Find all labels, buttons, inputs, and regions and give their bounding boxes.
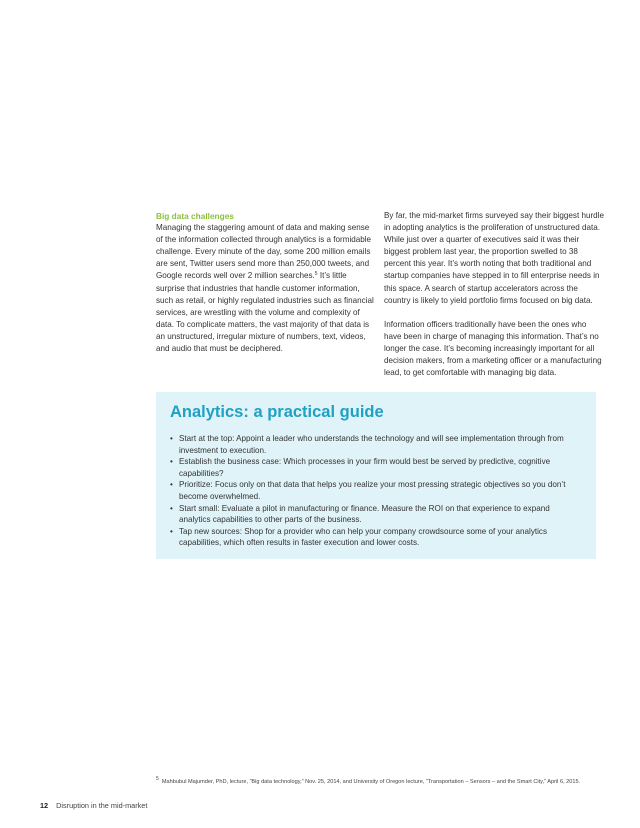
guide-list: [170, 433, 582, 549]
page-number: 12: [40, 801, 49, 810]
left-paragraph-part-2: It’s little surprise that industries that handle customer information, such as retail, or highly regulated industries such as financial services, are wrestling with the volume and complexity of data. To complicate matters, the vast majority of that data is an unstructured, irregular mixture of numbers, text, videos, and audio that must be deciphered.: [156, 271, 374, 354]
section-heading: Big data challenges: [156, 211, 234, 221]
right-paragraph-2: Information officers traditionally have been the ones who have been in charge of managing this information. That’s no longer the case. It’s becoming increasingly important for all decision makers, from a marketing officer or a manufacturing lead, to get comfortable with managing big data.: [384, 319, 602, 378]
guide-item-text: Start small: Evaluate a pilot in manufacturing or finance. Measure the ROI on that experience to expand analytics capabilities to other parts of the business.: [179, 503, 550, 525]
right-paragraph-1: By far, the mid-market firms surveyed say their biggest hurdle in adopting analytics is the proliferation of unstructured data. While just over a quarter of executives said it was their biggest problem last year, the proportion swelled to 38 percent this year. It’s worth noting that both traditional and startup companies have stepped in to fill enterprise needs in this space. A search of startup accelerators across the country is likely to yield portfolio firms focused on big data.: [384, 211, 604, 305]
guide-item-text: Tap new sources: Shop for a provider who can help your company crowdsource some of your analytics capabilities, which often results in faster execution and lower costs.: [179, 526, 548, 548]
footnote-mark: 5: [156, 776, 159, 782]
guide-title: Analytics: a practical guide: [170, 403, 384, 421]
practical-guide-box: [156, 392, 596, 559]
footnote-text: Mahbubul Majumder, PhD, lecture, “Big data technology,” Nov. 25, 2014, and University of Oregon lecture, “Transportation – Sensors – and the Smart City,” April 6, 2015.: [161, 779, 581, 785]
guide-item: [170, 503, 582, 526]
guide-item: [170, 526, 582, 549]
left-paragraph: [156, 222, 376, 355]
bullet-icon: •: [170, 480, 173, 490]
bullet-icon: •: [170, 526, 173, 536]
bullet-icon: •: [170, 457, 173, 467]
bullet-icon: •: [170, 434, 173, 443]
left-column: [156, 210, 376, 355]
guide-item-text: Establish the business case: Which processes in your firm would best be served by predictive, cognitive capabilities?: [179, 457, 551, 478]
footnote: [156, 778, 606, 786]
footnote-reference: 5: [314, 271, 318, 278]
guide-item: [170, 456, 582, 479]
guide-item-text: Start at the top: Appoint a leader who understands the technology and will see implementation through from investment to execution.: [179, 434, 564, 455]
page-footer: [40, 801, 147, 810]
right-column: [384, 210, 604, 379]
footer-title: Disruption in the mid-market: [56, 801, 148, 810]
bullet-icon: •: [170, 503, 173, 513]
guide-item: [170, 479, 582, 502]
guide-item-text: Prioritize: Focus only on that data that helps you realize your most pressing strategic objectives so you don’t become overwhelmed.: [179, 480, 566, 501]
guide-item: [170, 433, 582, 456]
left-paragraph-part-1: Managing the staggering amount of data and making sense of the information collected through analytics is a formidable challenge. Every minute of the day, some 200 million emails are sent, Twitter users send more than 250,000 tweets, and Google records well over 2 million searches.: [156, 223, 372, 281]
